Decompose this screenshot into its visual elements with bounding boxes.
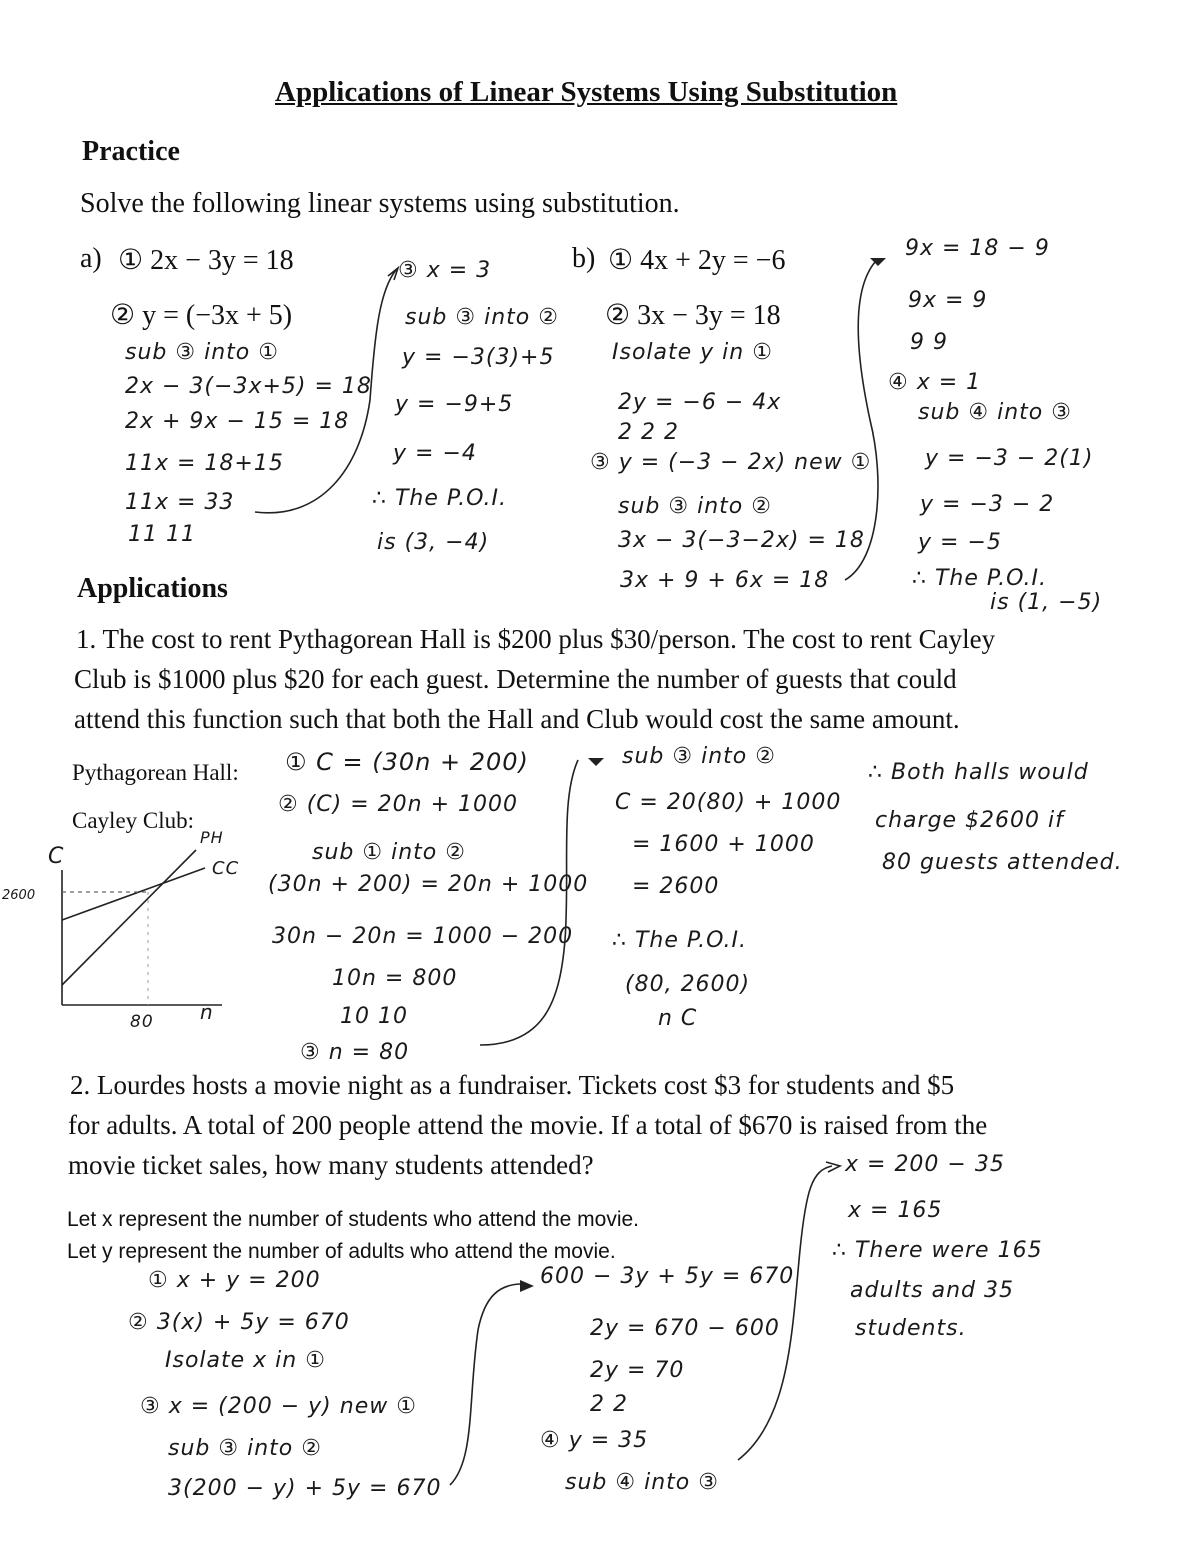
work-line: 11 11: [128, 522, 196, 547]
question-line: Club is $1000 plus $20 for each guest. Determine the number of guests that could: [74, 664, 957, 694]
work-line: ∴ The P.O.I.: [612, 928, 748, 953]
practice-heading: Practice: [82, 136, 180, 167]
graph-line1-label: PH: [200, 828, 224, 847]
work-line: Isolate y in ①: [612, 340, 773, 365]
question-line: movie ticket sales, how many students attended?: [68, 1150, 594, 1180]
question-line: for adults. A total of 200 people attend the movie. If a total of $670 is raised from the: [68, 1110, 988, 1140]
work-line: = 1600 + 1000: [632, 832, 815, 857]
work-line: ③ x = 3: [398, 258, 492, 283]
work-line: is (3, −4): [377, 530, 490, 555]
arrow-b-head: [870, 258, 886, 266]
work-line: 11x = 33: [125, 490, 235, 515]
arrow-q2b-head: [826, 1162, 840, 1172]
work-line: 2 2: [590, 1392, 628, 1417]
problem-a-label: a): [80, 243, 102, 274]
graph-sketch: [0, 820, 260, 1030]
work-line: Isolate x in ①: [165, 1348, 326, 1373]
work-line: 3x + 9 + 6x = 18: [620, 568, 830, 593]
work-line: y = −5: [918, 530, 1002, 555]
work-line: ④ x = 1: [888, 370, 982, 395]
work-line: 10 10: [340, 1004, 408, 1029]
graph-line2-label: CC: [212, 858, 240, 879]
work-line: sub ① into ②: [312, 840, 466, 865]
work-line: 9x = 18 − 9: [905, 236, 1050, 261]
work-line: sub ④ into ③: [565, 1470, 719, 1495]
let-y-statement: Let y represent the number of adults who attend the movie.: [67, 1240, 616, 1263]
arrow-a-head: [388, 268, 398, 280]
work-line: ③ n = 80: [300, 1040, 410, 1065]
work-line: 80 guests attended.: [882, 850, 1123, 875]
problem-a-eq1: ① 2x − 3y = 18: [118, 245, 294, 276]
work-line: sub ③ into ②: [168, 1436, 322, 1461]
graph-x-tick: 80: [130, 1012, 154, 1032]
work-line: ③ y = (−3 − 2x) new ①: [590, 450, 872, 475]
work-line: 30n − 20n = 1000 − 200: [272, 924, 574, 949]
work-line: 2x + 9x − 15 = 18: [125, 409, 350, 434]
work-line: sub ③ into ②: [622, 744, 776, 769]
work-line: 10n = 800: [332, 966, 458, 991]
graph-x-label: n: [200, 1000, 214, 1024]
work-line: sub ③ into ①: [125, 340, 279, 365]
work-line: ② 3(x) + 5y = 670: [128, 1310, 350, 1335]
work-line: sub ③ into ②: [618, 494, 772, 519]
work-line: y = −3(3)+5: [402, 345, 555, 370]
work-line: x = 165: [848, 1198, 943, 1223]
work-line: y = −4: [393, 441, 477, 466]
work-line: ④ y = 35: [540, 1428, 649, 1453]
work-line: sub ③ into ②: [405, 305, 559, 330]
arrow-q2-head: [520, 1280, 534, 1292]
work-line: 3(200 − y) + 5y = 670: [168, 1476, 442, 1501]
work-line: ∴ The P.O.I.: [372, 486, 508, 511]
hall-label: Pythagorean Hall:: [72, 760, 239, 785]
page-title: Applications of Linear Systems Using Substitution: [275, 76, 898, 108]
problem-b-eq2: ② 3x − 3y = 18: [605, 300, 781, 331]
work-line: 2x − 3(−3x+5) = 18: [125, 374, 372, 399]
work-line: 2 2 2: [618, 420, 679, 445]
q1-eq1: ① C = (30n + 200): [285, 748, 529, 776]
work-line: ∴ Both halls would: [868, 760, 1089, 785]
work-line: (30n + 200) = 20n + 1000: [268, 872, 589, 897]
work-line: y = −3 − 2(1): [925, 446, 1094, 471]
q1-eq2: ② (C) = 20n + 1000: [278, 792, 519, 817]
problem-a-eq2: ② y = (−3x + 5): [110, 300, 293, 331]
work-line: students.: [855, 1316, 967, 1341]
problem-b-eq1: ① 4x + 2y = −6: [608, 245, 786, 276]
let-x-statement: Let x represent the number of students who attend the movie.: [67, 1208, 640, 1231]
work-line: ③ x = (200 − y) new ①: [140, 1394, 417, 1419]
question-line: 2. Lourdes hosts a movie night as a fundraiser. Tickets cost $3 for students and $5: [70, 1070, 955, 1100]
work-line: (80, 2600): [625, 972, 751, 997]
question-line: attend this function such that both the Hall and Club would cost the same amount.: [74, 704, 960, 734]
arrow-q2-connector: [450, 1284, 520, 1485]
graph-line-ph: [62, 850, 196, 985]
work-line: 9x = 9: [908, 288, 988, 313]
work-line: 3x − 3(−3−2x) = 18: [618, 528, 865, 553]
applications-heading: Applications: [77, 573, 228, 604]
work-line: y = −9+5: [395, 392, 514, 417]
work-line: 2y = 70: [590, 1358, 685, 1383]
work-line: x = 200 − 35: [845, 1152, 1005, 1177]
problem-b-label: b): [572, 243, 596, 274]
work-line: y = −3 − 2: [920, 492, 1055, 517]
work-line: charge $2600 if: [875, 808, 1064, 833]
arrow-q2b-connector: [738, 1166, 832, 1460]
work-line: adults and 35: [850, 1278, 1014, 1303]
work-line: n C: [658, 1006, 698, 1031]
club-label: Cayley Club:: [72, 808, 195, 833]
practice-instructions: Solve the following linear systems using substitution.: [80, 188, 680, 219]
question-line: 1. The cost to rent Pythagorean Hall is $200 plus $30/person. The cost to rent Cayley: [76, 624, 996, 654]
arrow-q1-head: [588, 758, 604, 766]
work-line: sub ④ into ③: [918, 400, 1072, 425]
work-line: 600 − 3y + 5y = 670: [540, 1264, 795, 1289]
work-line: 2y = −6 − 4x: [618, 390, 782, 415]
work-line: ① x + y = 200: [148, 1268, 321, 1293]
work-line: ∴ The P.O.I.: [912, 566, 1048, 591]
graph-y-tick: 2600: [2, 888, 36, 903]
work-line: 11x = 18+15: [125, 451, 284, 476]
work-line: ∴ There were 165: [832, 1238, 1043, 1263]
work-line: C = 20(80) + 1000: [615, 790, 842, 815]
work-line: is (1, −5): [990, 590, 1103, 615]
work-line: 2y = 670 − 600: [590, 1316, 780, 1341]
work-line: 9 9: [910, 330, 948, 355]
graph-y-label: C: [48, 844, 65, 869]
work-line: = 2600: [632, 874, 720, 899]
